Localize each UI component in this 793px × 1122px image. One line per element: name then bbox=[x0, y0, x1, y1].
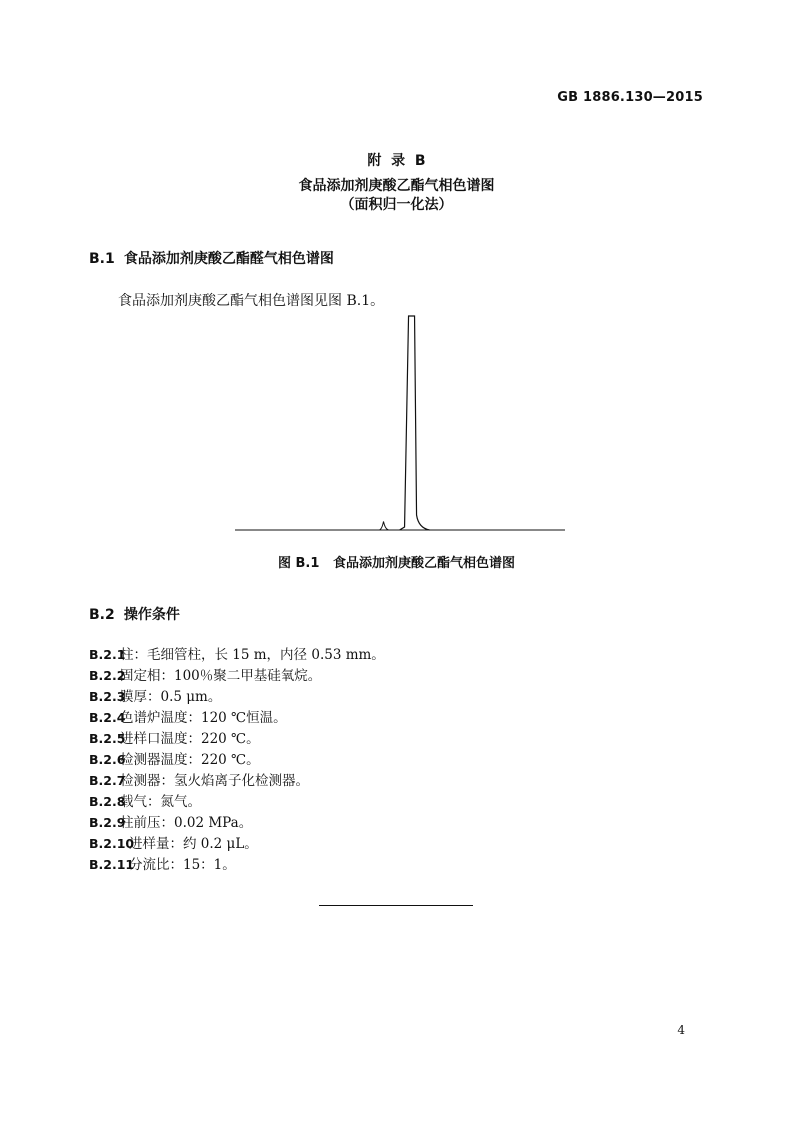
condition-text: 检测器：氢火焰离子化检测器。 bbox=[120, 773, 309, 789]
condition-item bbox=[89, 728, 385, 749]
condition-number: B.2.5 bbox=[89, 731, 126, 746]
condition-number: B.2.9 bbox=[89, 815, 126, 830]
condition-item bbox=[89, 707, 385, 728]
end-of-document-rule bbox=[319, 905, 473, 906]
section-b2-number: B.2 bbox=[89, 607, 115, 623]
section-b2-heading bbox=[89, 604, 180, 624]
condition-item bbox=[89, 791, 385, 812]
chart-peak-minor bbox=[380, 521, 389, 530]
section-b1-number: B.1 bbox=[89, 251, 115, 267]
condition-number: B.2.8 bbox=[89, 794, 126, 809]
condition-text: 固定相：100％聚二甲基硅氧烷。 bbox=[120, 668, 322, 684]
condition-number: B.2.6 bbox=[89, 752, 126, 767]
condition-number: B.2.3 bbox=[89, 689, 126, 704]
condition-number: B.2.7 bbox=[89, 773, 126, 788]
condition-text: 进样量：约 0.2 μL。 bbox=[129, 836, 258, 852]
condition-item bbox=[89, 686, 385, 707]
condition-item bbox=[89, 833, 385, 854]
condition-text: 分流比：15：1。 bbox=[129, 857, 236, 873]
condition-text: 检测器温度：220 ℃。 bbox=[120, 752, 260, 768]
condition-item bbox=[89, 812, 385, 833]
condition-item bbox=[89, 665, 385, 686]
page-number: 4 bbox=[677, 1023, 685, 1037]
chart-peak-main bbox=[400, 316, 430, 530]
standard-number: GB 1886.130—2015 bbox=[557, 90, 703, 105]
condition-text: 柱前压：0.02 MPa。 bbox=[120, 815, 253, 831]
condition-text: 色谱炉温度：120 ℃恒温。 bbox=[120, 710, 287, 726]
condition-number: B.2.2 bbox=[89, 668, 126, 683]
section-b1-paragraph: 食品添加剂庚酸乙酯气相色谱图见图 B.1。 bbox=[118, 293, 385, 309]
condition-number: B.2.10 bbox=[89, 836, 135, 851]
condition-item bbox=[89, 770, 385, 791]
appendix-title: 食品添加剂庚酸乙酯气相色谱图 bbox=[298, 178, 495, 194]
section-b1-heading bbox=[89, 248, 334, 268]
condition-item bbox=[89, 854, 385, 875]
condition-item bbox=[89, 644, 385, 665]
condition-text: 进样口温度：220 ℃。 bbox=[120, 731, 260, 747]
condition-number: B.2.4 bbox=[89, 710, 126, 725]
appendix-note: （面积归一化法） bbox=[340, 197, 453, 213]
chromatogram-chart bbox=[235, 308, 565, 538]
condition-number: B.2.11 bbox=[89, 857, 135, 872]
condition-text: 膜厚：0.5 μm。 bbox=[120, 689, 222, 705]
condition-text: 载气：氮气。 bbox=[120, 794, 201, 810]
condition-item bbox=[89, 749, 385, 770]
section-b1-title: 食品添加剂庚酸乙酯醛气相色谱图 bbox=[123, 251, 334, 267]
condition-text: 柱：毛细管柱，长 15 m，内径 0.53 mm。 bbox=[120, 647, 385, 663]
conditions-list bbox=[89, 644, 385, 875]
figure-caption: 图 B.1 食品添加剂庚酸乙酯气相色谱图 bbox=[278, 556, 515, 571]
appendix-label: 附 录 B bbox=[367, 153, 426, 169]
condition-number: B.2.1 bbox=[89, 647, 126, 662]
section-b2-title: 操作条件 bbox=[123, 607, 180, 623]
